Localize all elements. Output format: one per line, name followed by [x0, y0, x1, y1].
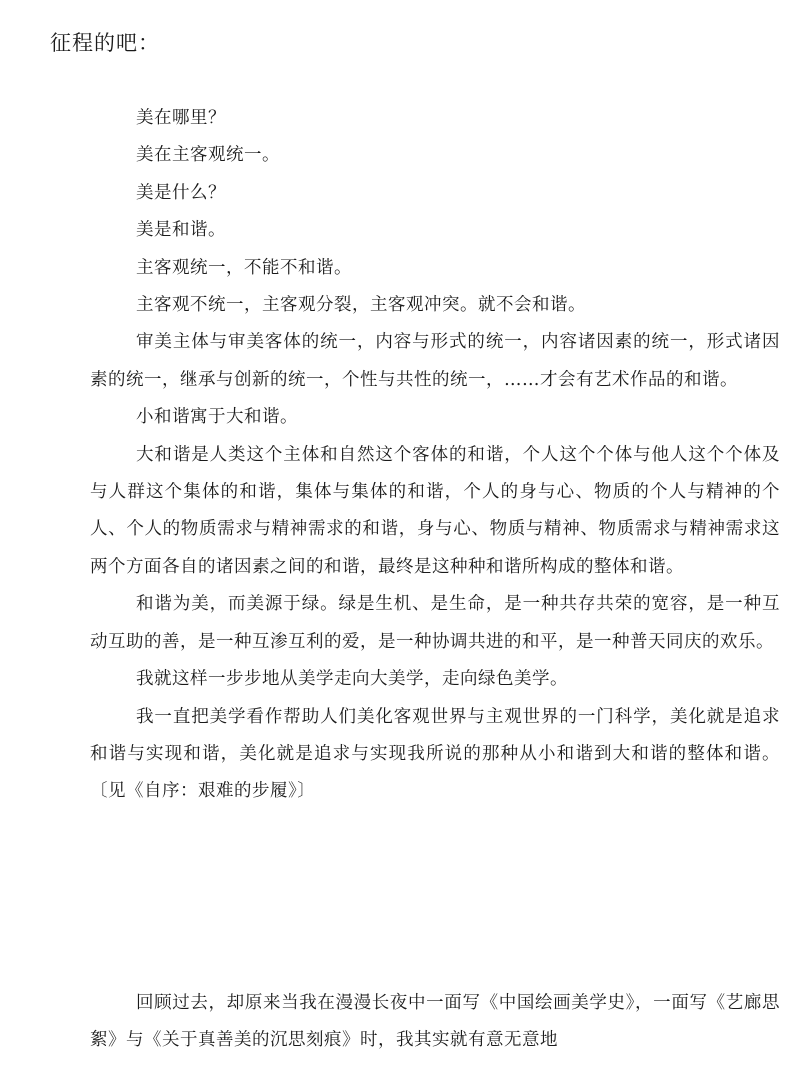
- quote-paragraph-6: 主客观不统一，主客观分裂，主客观冲突。就不会和谐。: [136, 295, 586, 316]
- quote-paragraph-9: 大和谐是人类这个主体和自然这个客体的和谐，个人这个个体与他人这个个体及与人群这个集体的和谐，集体与集体的和谐，个人的身与心、物质的个人与精神的个人、个人的物质需求与精神需求的和谐，身与心、物质与精神、物质需求与精神需求这两个方面各自的诸因素之间的和谐，最终是这种种和谐所构成的整体和谐。: [90, 444, 780, 577]
- quote-paragraph-8: 小和谐寓于大和谐。: [136, 407, 298, 428]
- quote-paragraph-10: 和谐为美，而美源于绿。绿是生机、是生命，是一种共存共荣的宽容，是一种互动互助的善，是一种互渗互利的爱，是一种协调共进的和平，是一种普天同庆的欢乐。: [90, 594, 780, 652]
- quote-paragraph-1: 美在哪里？: [136, 108, 226, 128]
- quote-paragraph-2: 美在主客观统一。: [136, 145, 280, 166]
- quote-paragraph-11: 我就这样一步步地从美学走向大美学，走向绿色美学。: [136, 669, 568, 690]
- body-text: [90, 985, 780, 1060]
- quote-paragraph-5: 主客观统一，不能不和谐。: [136, 257, 352, 278]
- quote-paragraph-3: 美是什么？: [136, 182, 226, 203]
- quote-paragraph-7: 审美主体与审美客体的统一，内容与形式的统一，内容诸因素的统一，形式诸因素的统一，继承与创新的统一，个性与共性的统一，……才会有艺术作品的和谐。: [90, 332, 780, 390]
- quote-paragraph-12: 我一直把美学看作帮助人们美化客观世界与主观世界的一门科学，美化就是追求和谐与实现和谐，美化就是追求与实现我所说的那种从小和谐到大和谐的整体和谐。〔见《自序：艰难的步履》〕: [90, 706, 780, 802]
- quote-paragraph-4: 美是和谐。: [136, 220, 226, 241]
- quoted-passage: [90, 100, 780, 811]
- lead-line: 征程的吧：: [50, 31, 160, 55]
- body-paragraph: 回顾过去，却原来当我在漫漫长夜中一面写《中国绘画美学史》，一面写《艺廊思絮》与《关于真善美的沉思刻痕》时，我其实就有意无意地: [90, 993, 780, 1051]
